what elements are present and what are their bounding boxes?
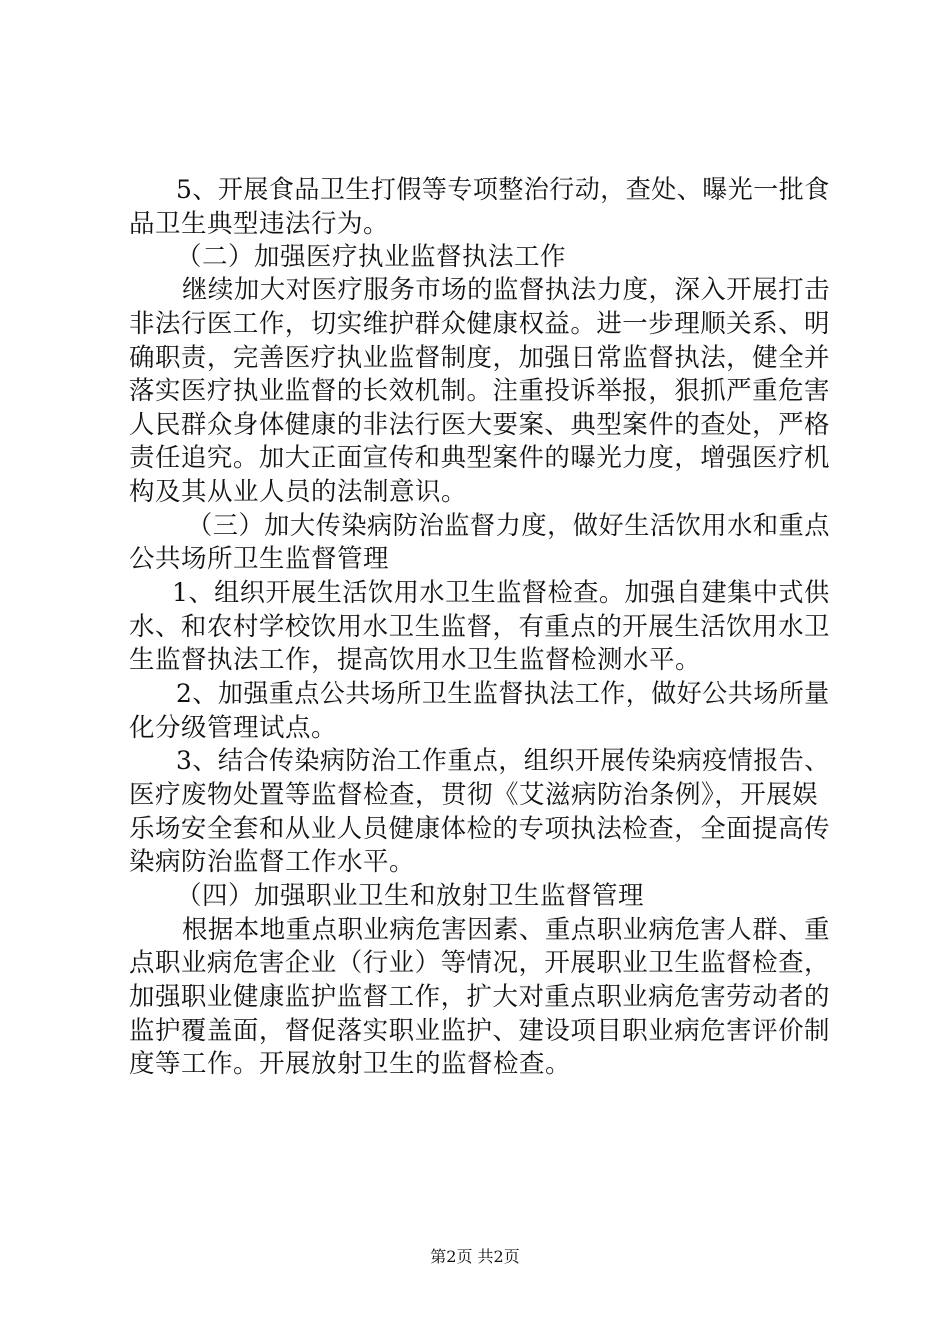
line-16: 2、加强重点公共场所卫生监督执法工作，做好公共场所量 — [176, 679, 830, 709]
line-14: 水、和农村学校饮用水卫生监督，有重点的开展生活饮用水卫 — [129, 612, 831, 642]
line-6: 确职责，完善医疗执业监督制度，加强日常监督执法，健全并 — [129, 343, 831, 373]
line-4: 继续加大对医疗服务市场的监督执法力度，深入开展打击 — [182, 275, 831, 305]
page-footer: 第2页 共2页 — [430, 1247, 520, 1266]
line-19: 医疗废物处置等监督检查，贯彻《艾滋病防治条例》，开展娱 — [129, 780, 819, 810]
line-25: 加强职业健康监护监督工作，扩大对重点职业病危害劳动者的 — [129, 982, 831, 1012]
line-24: 点职业病危害企业（行业）等情况，开展职业卫生监督检查， — [129, 948, 831, 978]
line-8: 人民群众身体健康的非法行医大要案、典型案件的查处，严格 — [129, 410, 831, 440]
line-9: 责任追究。加大正面宣传和典型案件的曝光力度，增强医疗机 — [129, 443, 831, 473]
line-13: 1、组织开展生活饮用水卫生监督检查。加强自建集中式供 — [172, 578, 830, 608]
line-5: 非法行医工作，切实维护群众健康权益。进一步理顺关系、明 — [129, 309, 831, 339]
section-heading-2: （二）加强医疗执业监督执法工作 — [176, 242, 567, 272]
line-27: 度等工作。开展放射卫生的监督检查。 — [129, 1049, 572, 1079]
line-7: 落实医疗执业监督的长效机制。注重投诉举报，狠抓严重危害 — [129, 376, 831, 406]
line-17: 化分级管理试点。 — [129, 713, 338, 743]
line-1: 5、开展食品卫生打假等专项整治行动，查处、曝光一批食 — [176, 175, 830, 205]
line-12: 公共场所卫生监督管理 — [129, 544, 390, 574]
line-23: 根据本地重点职业病危害因素、重点职业病危害人群、重 — [182, 915, 831, 945]
section-heading-3: （三）加大传染病防治监督力度，做好生活饮用水和重点 — [187, 511, 830, 541]
line-2: 品卫生典型违法行为。 — [129, 209, 390, 239]
section-heading-4: （四）加强职业卫生和放射卫生监督管理 — [176, 881, 645, 911]
line-10: 构及其从业人员的法制意识。 — [129, 477, 468, 507]
line-20: 乐场安全套和从业人员健康体检的专项执法检查，全面提高传 — [129, 814, 831, 844]
line-21: 染病防治监督工作水平。 — [129, 847, 416, 877]
line-15: 生监督执法工作，提高饮用水卫生监督检测水平。 — [129, 645, 702, 675]
line-26: 监护覆盖面，督促落实职业监护、建设项目职业病危害评价制 — [129, 1016, 831, 1046]
line-18: 3、结合传染病防治工作重点，组织开展传染病疫情报告、 — [176, 746, 830, 776]
